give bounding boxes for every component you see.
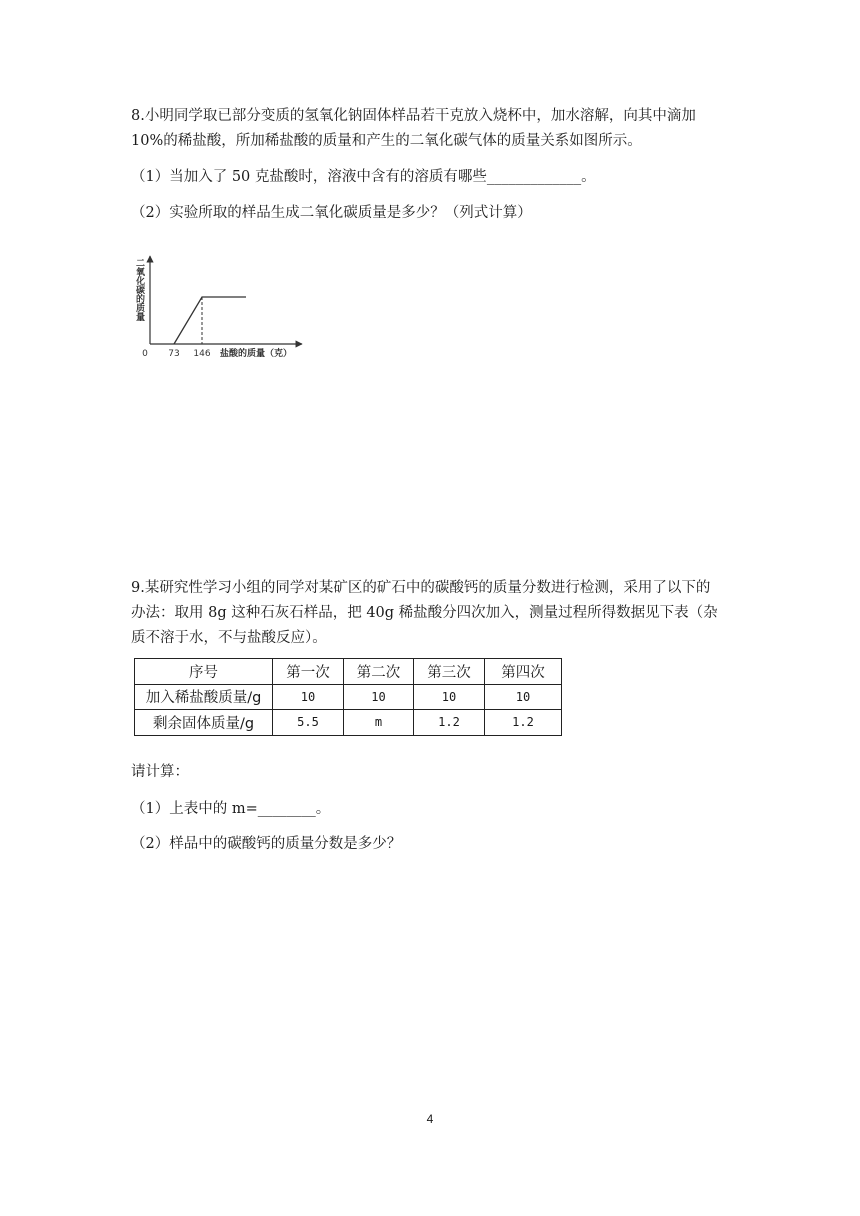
co2-mass-chart: [126, 250, 306, 370]
x-tick-146: 146: [193, 349, 211, 359]
table-header: 第三次: [414, 659, 485, 685]
q9-text-line1: 9.某研究性学习小组的同学对某矿区的矿石中的碳酸钙的质量分数进行检测，采用了以下的: [131, 580, 711, 596]
table-row: [135, 684, 562, 710]
table-cell: 10: [485, 684, 562, 710]
q9-text-line2: 办法：取用 8g 这种石灰石样品，把 40g 稀盐酸分四次加入，测量过程所得数据见下表（杂: [131, 605, 718, 621]
x-axis-label: 盐酸的质量（克）: [220, 349, 293, 359]
table-cell: 10: [414, 684, 485, 710]
x-tick-73: 73: [168, 349, 180, 359]
q8-subquestion-1: （1）当加入了 50 克盐酸时，溶液中含有的溶质有哪些_____________。: [131, 169, 596, 185]
q9-text-line3: 质不溶于水，不与盐酸反应）。: [131, 630, 327, 646]
calc-label: 请计算：: [131, 764, 189, 780]
table-cell: 5.5: [273, 710, 344, 736]
page-number: 4: [426, 1112, 434, 1126]
q8-subquestion-2: （2）实验所取的样品生成二氧化碳质量是多少？（列式计算）: [131, 205, 532, 221]
co2-series-line: [174, 297, 246, 344]
table-cell: 1.2: [485, 710, 562, 736]
origin-label: 0: [142, 349, 148, 359]
table-header: 第一次: [273, 659, 344, 685]
table-header: 第四次: [485, 659, 562, 685]
q8-text-line1: 8.小明同学取已部分变质的氢氧化钠固体样品若干克放入烧杯中，加水溶解，向其中滴加: [131, 108, 696, 124]
table-cell: m: [344, 710, 414, 736]
q8-text-line2: 10%的稀盐酸，所加稀盐酸的质量和产生的二氧化碳气体的质量关系如图所示。: [131, 133, 642, 149]
table-row-label: 剩余固体质量/g: [135, 710, 273, 736]
table-row-label: 加入稀盐酸质量/g: [135, 684, 273, 710]
table-header: 第二次: [344, 659, 414, 685]
table-header-row: [135, 659, 562, 685]
table-cell: 1.2: [414, 710, 485, 736]
table-cell: 10: [344, 684, 414, 710]
q9-subquestion-1: （1）上表中的 m=________。: [131, 801, 331, 817]
data-table: [134, 658, 562, 736]
table-row: [135, 710, 562, 736]
y-axis-label: 二氧化碳的质量: [134, 258, 144, 321]
q9-subquestion-2: （2）样品中的碳酸钙的质量分数是多少？: [131, 836, 402, 852]
table-header: 序号: [135, 659, 273, 685]
table-cell: 10: [273, 684, 344, 710]
